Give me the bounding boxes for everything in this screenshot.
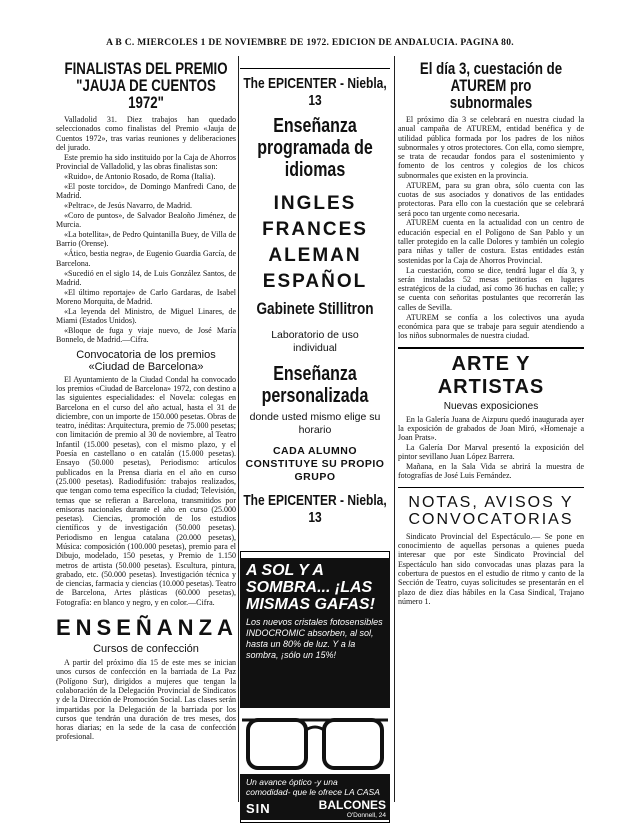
paragraph: A partir del próximo día 15 de este mes se inician unos cursos de confección en la barriada de La Paz (Polígono Sur), dirigidos a mujeres que tengan la colaboración de la Delegación Provincial de Sindicatos y de la Dirección de Promoción Social. Las clases serán impartidas por la Delegación de la barriada por los cursos que tendrán una duración de tres meses, dos horas diarias; en la sede de la casa de confección profesional.	[56, 658, 236, 742]
language-list	[240, 191, 390, 295]
section-title-artes: ARTE Y ARTISTAS	[398, 347, 584, 399]
language-item: INGLES	[273, 193, 357, 214]
paragraph: El próximo día 3 se celebrará en nuestra ciudad la anual campaña de ATUREM, entidad benéfica y de utilidad pública formada por los padres de los niños subnormales y otros protectores. Con ella, como siempre, se trata de recaudar fondos para el sostenimiento y fomento de los centros y colegios de los chicos subnormales que existen en la provincia.	[398, 115, 584, 180]
ad-text: Los nuevos cristales fotosensibles INDOCROMIC absorben, al sol, hasta un 80% de luz. Y a la sombra, ¡sólo un 15%!	[246, 617, 383, 660]
masthead: A B C. MIERCOLES 1 DE NOVIEMBRE DE 1972. EDICION DE ANDALUCIA. PAGINA 80.	[106, 38, 514, 48]
section-title-notas: NOTAS, AVISOS Y CONVOCATORIAS	[398, 487, 584, 528]
ad-lab-line2: individual	[293, 342, 337, 354]
subheading-exposiciones: Nuevas exposiciones	[443, 400, 539, 412]
paragraph: La cuestación, como se dice, tendrá lugar el día 3, y serán instaladas 52 mesas petitorias en lugares estratégicos de la ciudad, así como 36 huchas en calle; y se cuenta con señoritas postulantes que recorrerán las calles de Sevilla.	[398, 265, 584, 312]
ad-epicenter	[240, 68, 390, 533]
language-item: ESPAÑOL	[262, 271, 368, 292]
subheading-barcelona: Convocatoria de los premios «Ciudad de Barcelona»	[76, 348, 216, 373]
list-item: «El poste torcido», de Domingo Manfredi Cano, de Madrid.	[56, 181, 236, 201]
ad-brand-bottom: The EPICENTER - Niebla, 13	[243, 492, 387, 526]
ad-headline-2: Enseñanza personalizada	[261, 363, 369, 407]
article-body-notas	[398, 532, 584, 606]
paragraph: En la Galería Juana de Aizpuru quedó inaugurada ayer la exposición de grabados de Joan Miró, «Homenaje a Joan Prats».	[398, 414, 584, 443]
list-item: «Coro de puntos», de Salvador Bealoño Jiménez, de Murcia.	[56, 210, 236, 230]
language-item: FRANCES	[262, 219, 368, 240]
list-item: «Ruido», de Antonio Rosado, de Roma (Italia).	[64, 171, 216, 181]
list-item: «Ático, bestia negra», de Eugenio Guardia García, de Barcelona.	[56, 249, 236, 268]
column-ads	[240, 56, 390, 819]
ad-claim-2: CONSTITUYE SU PROPIO	[245, 458, 385, 470]
column-left	[56, 56, 236, 802]
language-item: ALEMAN	[268, 245, 362, 266]
column-rule	[394, 56, 395, 802]
list-item: «Bloque de fuga y viaje nuevo, de José María Bonnelo, de Madrid.—Cifra.	[56, 326, 236, 345]
ad-gafas-bottom	[240, 774, 390, 820]
ad-brand-sin: SIN	[246, 801, 271, 816]
paragraph: Este premio ha sido instituido por la Caja de Ahorros Provincial de Valladolid, y las obras finalistas son:	[56, 152, 236, 172]
ad-lab-line1: Laboratorio de uso	[271, 329, 359, 341]
ad-claim-3: GRUPO	[294, 471, 336, 483]
ad-headline: Enseñanza programada de idiomas	[257, 115, 373, 181]
subheading-confeccion: Cursos de confección	[93, 643, 199, 656]
article-body-confeccion	[56, 658, 236, 742]
ad-brand-balcones: BALCONES	[318, 798, 386, 812]
ad-where: donde usted mismo elige su horario	[249, 411, 381, 436]
paragraph: ATUREM, para su gran obra, sólo cuenta con las cuotas de sus asociados y donativos de las entidades protectoras. Para ello con la cuestación que se celebrará será poco tan urgente como necesaria.	[398, 180, 584, 218]
article-body-jauja	[56, 115, 236, 345]
paragraph: Valladolid 31. Diez trabajos han quedado seleccionados como finalistas del Premio «Jauja de Cuentos 1972», tras varias reuniones y deliberaciones del jurado.	[56, 115, 236, 152]
paragraph: ATUREM se confía a los colectivos una ayuda económica para que se trabaje para seguir atendiendo a los niños subnormales de nuestra ciudad.	[398, 312, 584, 341]
paragraph: Mañana, en la Sala Vida se abrirá la muestra de fotografías de José Luis Fernández.	[398, 462, 584, 481]
list-item: «Sucedió en el siglo 14, de Luis González Santos, de Madrid.	[56, 268, 236, 287]
paragraph: ATUREM cuenta en la actualidad con un centro de educación especial en el Polígono de San Pablo y un taller protegido en la calle Dolores y también un colegio para niñas y taller de costura. Estas entidades están sostenidas por la Caja de Ahorros Provincial.	[398, 218, 584, 265]
paragraph: La Galería Dor Marval presentó la exposición del pintor sevillano Juan López Barrera.	[398, 442, 584, 462]
ad-claim-1: CADA ALUMNO	[272, 445, 358, 457]
list-item: «El último reportaje» de Carlo Gardaras, de Isabel Moreno Morquita, de Madrid.	[56, 287, 236, 306]
article-title-aturem: El día 3, cuestación de ATUREM pro subnormales	[419, 59, 563, 112]
list-item: «La leyenda del Ministro, de Miguel Linares, de Miami (Estados Unidos).	[56, 306, 236, 326]
article-body-barcelona	[56, 375, 236, 607]
paragraph: El Ayuntamiento de la Ciudad Condal ha convocado los premios «Ciudad de Barcelona» 1972, con destino a las siguientes especialidades: el Novela: colegas en Barcelona en el curso del año actual, hasta el 31 de diciembre, con un importe de 150.000 pesetas. Obras de teatro, inéditas: Arquitectura, premio de 75.000 pesetas; con limitación de premio al 30 de noviembre, al Teatro Infantil (15.000 pesetas), con el mismo plazo, y el Poesía en castellano o en catalán (15.000 pesetas). Ensayo (50.000 pesetas), Periodismo: artículos publicados en la Prensa diaria en el año en curso (25.000 pesetas). Radiodifusión: trabajos realizados, que tengan como tema específico la ciudad; Televisión, temas que se refieran a Barcelona, transmitidos por emisoras nacionales durante el año en curso (25.000 pesetas). Ciencias, promoción de los estudios científicos y de investigación (50.000 pesetas). Periodismo en lengua catalana (20.000 pesetas), Música: composición (100.000 pesetas), premio para el Dibujo, modelado, 150 pesetas, y Premio de 1.150 metros de artista (50.000 pesetas). Escultura, pintura, grabado, etc. (50.000 pesetas). Investigación técnica y de ciencias, farmacia y ciencias (10.000 pesetas). Teatro de Barcelona, Artes plásticas (60.000 pesetas), Fotografía: en blanco y negro, y en color.—Cifra.	[56, 374, 236, 607]
ad-slogan: A SOL Y A SOMBRA... ¡LAS MISMAS GAFAS!	[246, 562, 375, 613]
list-item: «La botellita», de Pedro Quintanilla Buey, de Villa de Barrio (Orense).	[56, 230, 236, 249]
article-body-artes	[398, 415, 584, 481]
column-right	[398, 56, 584, 802]
article-title-jauja: FINALISTAS DEL PREMIO "JAUJA DE CUENTOS 1972"	[64, 59, 228, 112]
article-body-aturem	[398, 115, 584, 341]
paragraph: Sindicato Provincial del Espectáculo.— Se pone en conocimiento de aquellas personas a quienes pueda interesar que por este Sindicato Provincial del Espectáculo han sido convocadas unas plazas para la cobertura de puestos en el estudio de ritmo y canto de la Sección de Teatro, cuyas solicitudes se presentarán en el plazo de diez días hábiles en la Casa Sindical, Trajano número 1.	[398, 531, 584, 606]
glasses-icon	[240, 708, 390, 778]
section-title-ensenanza: ENSEÑANZA	[56, 615, 238, 641]
ad-brand-top: The EPICENTER - Niebla, 13	[243, 75, 387, 109]
ad-bottom-text: Un avance óptico -y una comodidad- que le ofrece LA CASA	[246, 777, 380, 797]
ad-address: O'Donnell, 24	[346, 812, 386, 819]
ad-school: Gabinete Stillitron	[256, 299, 374, 318]
list-item: «Peltrac», de Jesús Navarro, de Madrid.	[64, 201, 192, 211]
